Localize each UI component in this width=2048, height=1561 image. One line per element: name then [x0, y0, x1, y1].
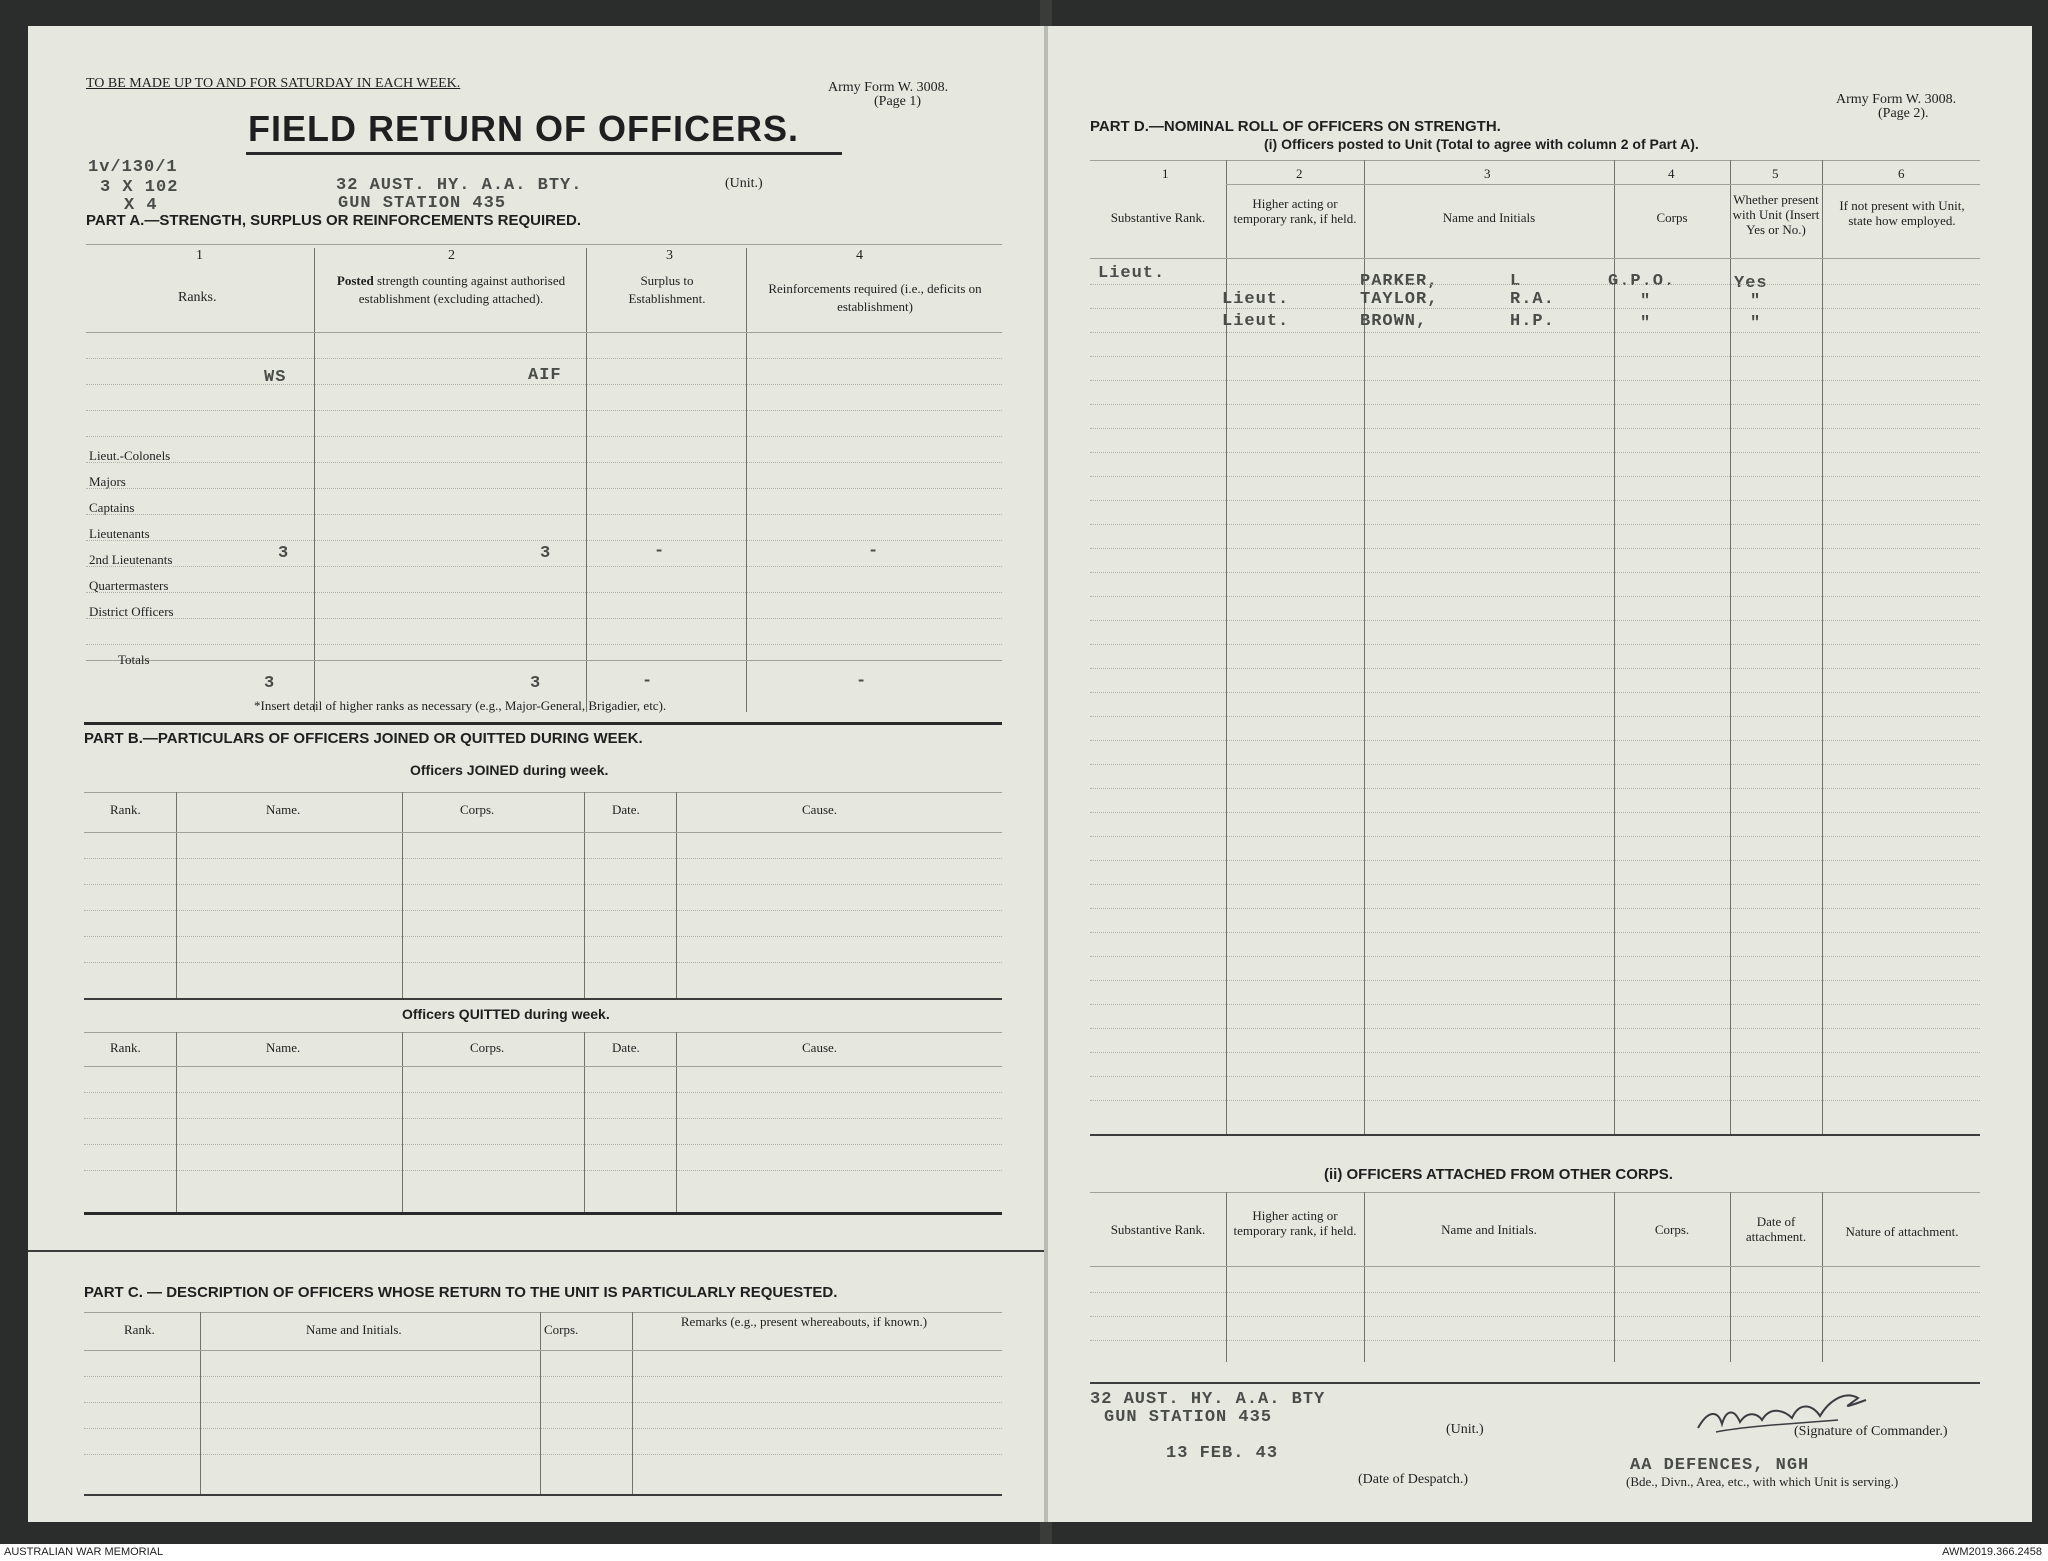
- joined-col-name: Name.: [266, 802, 301, 817]
- row2-initials: R.A.: [1510, 290, 1555, 309]
- dotted-rule: [86, 488, 1002, 489]
- reinforcements-header: Reinforcements required (i.e., deficits on establishment): [768, 281, 982, 314]
- dotted-rule: [1090, 356, 1980, 357]
- dotted-rule: [1090, 884, 1980, 885]
- totals-posted: 3: [530, 674, 542, 693]
- part-d-vline: [1614, 160, 1615, 1134]
- row3-acting: Lieut.: [1222, 312, 1290, 331]
- totals-rank: 3: [264, 674, 276, 693]
- second-lieut-surplus: -: [654, 542, 666, 561]
- rank-label: Lieutenants: [89, 526, 150, 541]
- attached-col-name: Name and Initials.: [1441, 1222, 1537, 1237]
- attached-vline: [1364, 1192, 1365, 1362]
- part-a-footnote: *Insert detail of higher ranks as necessary (e.g., Major-General, Brigadier, etc).: [254, 698, 667, 713]
- attached-col-corps: Corps.: [1654, 1222, 1690, 1237]
- dotted-rule: [1090, 428, 1980, 429]
- part-d-top-rule: [1090, 160, 1980, 161]
- dotted-rule: [1090, 452, 1980, 453]
- quitted-col-name: Name.: [266, 1040, 301, 1055]
- rank-label: Captains: [89, 500, 135, 515]
- footer-unit-label: (Unit.): [1446, 1422, 1484, 1437]
- second-lieut-posted: 3: [540, 544, 552, 563]
- part-a-vline-3: [746, 248, 747, 712]
- dotted-rule: [86, 462, 1002, 463]
- joined-col-date: Date.: [612, 802, 640, 817]
- part-d-col-name: Name and Initials: [1442, 210, 1536, 225]
- dotted-rule: [1090, 572, 1980, 573]
- part-d-bottom-rule: [1090, 1134, 1980, 1136]
- part-d-vline: [1730, 160, 1731, 1134]
- totals-rule: [86, 660, 1002, 661]
- typed-aif: AIF: [528, 366, 562, 385]
- fold-crease: [28, 1250, 1046, 1252]
- dotted-rule: [86, 410, 1002, 411]
- footer-unit-typed-2: GUN STATION 435: [1104, 1408, 1273, 1427]
- file-ref-3: X 4: [124, 196, 158, 215]
- spine-edge: [1044, 26, 1048, 1522]
- part-d-col-employed: If not present with Unit, state how employed.: [1839, 198, 1965, 228]
- part-c-vline: [540, 1312, 541, 1494]
- dotted-rule: [1090, 548, 1980, 549]
- part-a-heading: PART A.—STRENGTH, SURPLUS OR REINFORCEMENTS REQUIRED.: [86, 212, 582, 229]
- part-a-vline-1: [314, 248, 315, 712]
- attached-vline: [1822, 1192, 1823, 1362]
- part-d-col-present: Whether present with Unit (Insert Yes or No.): [1732, 192, 1820, 237]
- quitted-col-corps: Corps.: [470, 1040, 505, 1055]
- joined-header-top: [84, 792, 1002, 793]
- part-b-bottom-rule: [84, 1212, 1002, 1215]
- dotted-rule: [84, 910, 1002, 911]
- dotted-rule: [1090, 308, 1980, 309]
- joined-vline: [676, 792, 677, 998]
- row3-corps: ": [1640, 314, 1652, 333]
- quitted-vline: [676, 1032, 677, 1212]
- joined-vline: [176, 792, 177, 998]
- quitted-col-rank: Rank.: [110, 1040, 141, 1055]
- posted-header: [320, 272, 582, 308]
- form-page-1: [28, 26, 1046, 1522]
- part-a-header-rule: [86, 332, 1002, 333]
- dotted-rule: [1090, 1316, 1980, 1317]
- part-a-col-num-1: 1: [196, 248, 203, 263]
- joined-col-rank: Rank.: [110, 802, 141, 817]
- attached-header-top: [1090, 1192, 1980, 1193]
- dotted-rule: [1090, 980, 1980, 981]
- attached-vline: [1730, 1192, 1731, 1362]
- dotted-rule: [1090, 284, 1980, 285]
- attached-heading: (ii) OFFICERS ATTACHED FROM OTHER CORPS.: [1324, 1166, 1673, 1183]
- joined-vline: [402, 792, 403, 998]
- row2-acting: Lieut.: [1222, 290, 1290, 309]
- totals-label: Totals: [118, 652, 150, 667]
- part-c-col-rank: Rank.: [124, 1322, 155, 1337]
- rank-label: Lieut.-Colonels: [89, 448, 171, 463]
- part-c-vline: [632, 1312, 633, 1494]
- dotted-rule: [1090, 788, 1980, 789]
- archive-name: AUSTRALIAN WAR MEMORIAL: [4, 1546, 164, 1558]
- dotted-rule: [1090, 1076, 1980, 1077]
- signature-label: (Signature of Commander.): [1794, 1424, 1948, 1439]
- posted-header-rest: strength counting against authorised establishment (excluding attached).: [358, 273, 566, 306]
- part-a-top-rule: [86, 244, 1002, 245]
- archive-footer: [0, 1544, 2048, 1561]
- part-a-col-num-4: 4: [856, 248, 863, 263]
- rank-label: 2nd Lieutenants: [89, 552, 173, 567]
- unit-typed-1: 32 AUST. HY. A.A. BTY.: [336, 176, 583, 195]
- dotted-rule: [86, 566, 1002, 567]
- dotted-rule: [84, 1454, 1002, 1455]
- instruction-text: TO BE MADE UP TO AND FOR SATURDAY IN EACH WEEK.: [86, 76, 461, 91]
- dotted-rule: [1090, 716, 1980, 717]
- row1-present: Yes: [1734, 274, 1768, 293]
- dotted-rule: [1090, 500, 1980, 501]
- archive-reference: AWM2019.366.2458: [1942, 1546, 2042, 1558]
- file-ref-2: 3 X 102: [100, 178, 179, 197]
- part-d-header-bottom: [1090, 258, 1980, 259]
- rank-label: District Officers: [89, 604, 174, 619]
- joined-heading: Officers JOINED during week.: [410, 762, 609, 778]
- part-d-heading: PART D.—NOMINAL ROLL OF OFFICERS ON STRENGTH.: [1090, 118, 1501, 135]
- part-c-col-remarks: Remarks (e.g., present whereabouts, if known.): [680, 1314, 928, 1329]
- second-lieut-reinforcements: -: [868, 542, 880, 561]
- dotted-rule: [1090, 932, 1980, 933]
- quitted-col-cause: Cause.: [802, 1040, 838, 1055]
- form-number: Army Form W. 3008.: [828, 80, 949, 95]
- dotted-rule: [1090, 1100, 1980, 1101]
- part-d-subheading: (i) Officers posted to Unit (Total to agree with column 2 of Part A).: [1264, 136, 1699, 152]
- joined-header-bottom: [84, 832, 1002, 833]
- dotted-rule: [86, 436, 1002, 437]
- attached-col-substantive: Substantive Rank.: [1110, 1222, 1206, 1237]
- footer-area-typed: AA DEFENCES, NGH: [1630, 1456, 1810, 1475]
- ranks-header: Ranks.: [178, 290, 217, 305]
- joined-vline: [584, 792, 585, 998]
- part-d-col-acting: Higher acting or temporary rank, if held.: [1233, 196, 1357, 226]
- dotted-rule: [1090, 476, 1980, 477]
- row2-corps: ": [1640, 292, 1652, 311]
- dotted-rule: [1090, 524, 1980, 525]
- file-ref-1: 1v/130/1: [88, 158, 178, 177]
- row1-rank: Lieut.: [1098, 264, 1166, 283]
- part-d-col-num: 5: [1772, 166, 1779, 181]
- part-c-header-bottom: [84, 1350, 1002, 1351]
- posted-header-bold: Posted: [336, 273, 374, 288]
- dotted-rule: [1090, 692, 1980, 693]
- row3-present: ": [1750, 314, 1762, 333]
- quitted-header-top: [84, 1032, 1002, 1033]
- unit-label: (Unit.): [725, 176, 763, 191]
- part-d-col-num: 6: [1898, 166, 1905, 181]
- form-number-p2: Army Form W. 3008.: [1836, 92, 1957, 107]
- part-c-header-top: [84, 1312, 1002, 1313]
- dotted-rule: [1090, 764, 1980, 765]
- part-d-col-num: 1: [1162, 166, 1169, 181]
- row3-initials: H.P.: [1510, 312, 1555, 331]
- quitted-col-date: Date.: [612, 1040, 640, 1055]
- part-d-vline: [1822, 160, 1823, 1134]
- dotted-rule: [1090, 668, 1980, 669]
- dotted-rule: [1090, 332, 1980, 333]
- part-c-col-corps: Corps.: [544, 1322, 579, 1337]
- part-d-number-rule: [1226, 184, 1980, 185]
- dotted-rule: [86, 540, 1002, 541]
- dotted-rule: [1090, 644, 1980, 645]
- quitted-heading: Officers QUITTED during week.: [402, 1006, 610, 1022]
- footer-unit-typed-1: 32 AUST. HY. A.A. BTY: [1090, 1390, 1326, 1409]
- dotted-rule: [1090, 812, 1980, 813]
- part-d-col-num: 2: [1296, 166, 1303, 181]
- dotted-rule: [84, 1170, 1002, 1171]
- rank-label: Majors: [89, 474, 126, 489]
- row2-name: TAYLOR,: [1360, 290, 1439, 309]
- surplus-header: Surplus to Establishment.: [628, 273, 706, 306]
- dotted-rule: [1090, 956, 1980, 957]
- part-a-vline-2: [586, 248, 587, 712]
- dotted-rule: [86, 358, 1002, 359]
- part-c-col-name: Name and Initials.: [306, 1322, 402, 1337]
- part-a-col-num-2: 2: [448, 248, 455, 263]
- dotted-rule: [1090, 1052, 1980, 1053]
- dotted-rule: [86, 644, 1002, 645]
- quitted-header-bottom: [84, 1066, 1002, 1067]
- part-d-col-num: 3: [1484, 166, 1491, 181]
- title-underline: [246, 152, 842, 155]
- dotted-rule: [1090, 404, 1980, 405]
- attached-vline: [1614, 1192, 1615, 1362]
- part-a-col-num-3: 3: [666, 248, 673, 263]
- joined-col-corps: Corps.: [460, 802, 495, 817]
- rank-label: Quartermasters: [89, 578, 169, 593]
- joined-bottom-rule: [84, 998, 1002, 1000]
- dotted-rule: [84, 936, 1002, 937]
- dotted-rule: [86, 618, 1002, 619]
- part-b-heading: PART B.—PARTICULARS OF OFFICERS JOINED OR QUITTED DURING WEEK.: [84, 730, 643, 747]
- totals-surplus: -: [642, 672, 654, 691]
- quitted-vline: [402, 1032, 403, 1212]
- dotted-rule: [1090, 860, 1980, 861]
- joined-col-cause: Cause.: [802, 802, 838, 817]
- row1-corps: G.P.O.: [1608, 272, 1676, 291]
- row2-present: ": [1750, 292, 1762, 311]
- footer-area-label: (Bde., Divn., Area, etc., with which Unit is serving.): [1626, 1474, 1899, 1489]
- quitted-vline: [176, 1032, 177, 1212]
- part-d-col-corps: Corps: [1656, 210, 1688, 225]
- attached-col-acting: Higher acting or temporary rank, if held.: [1233, 1208, 1357, 1238]
- dotted-rule: [84, 1118, 1002, 1119]
- form-title: FIELD RETURN OF OFFICERS.: [248, 108, 799, 149]
- dotted-rule: [84, 858, 1002, 859]
- part-d-col-substantive: Substantive Rank.: [1110, 210, 1206, 225]
- page-label-p2: (Page 2).: [1878, 106, 1929, 121]
- dotted-rule: [1090, 1292, 1980, 1293]
- unit-typed-2: GUN STATION 435: [338, 194, 507, 213]
- attached-col-nature: Nature of attachment.: [1845, 1224, 1959, 1239]
- form-page-2: [1048, 26, 2032, 1522]
- second-lieut-count: 3: [278, 544, 290, 563]
- part-c-heading: PART C. — DESCRIPTION OF OFFICERS WHOSE RETURN TO THE UNIT IS PARTICULARLY REQUESTED.: [84, 1284, 838, 1301]
- dotted-rule: [1090, 1004, 1980, 1005]
- dotted-rule: [1090, 380, 1980, 381]
- totals-reinforcements: -: [856, 672, 868, 691]
- footer-date-label: (Date of Despatch.): [1358, 1472, 1469, 1487]
- dotted-rule: [86, 592, 1002, 593]
- dotted-rule: [84, 1428, 1002, 1429]
- dotted-rule: [84, 962, 1002, 963]
- dotted-rule: [1090, 740, 1980, 741]
- row1-initials: L: [1510, 272, 1522, 291]
- dotted-rule: [1090, 620, 1980, 621]
- dotted-rule: [1090, 1028, 1980, 1029]
- page-label: (Page 1): [874, 94, 922, 109]
- dotted-rule: [1090, 836, 1980, 837]
- quitted-vline: [584, 1032, 585, 1212]
- dotted-rule: [84, 1402, 1002, 1403]
- typed-ws: WS: [264, 368, 287, 387]
- part-c-vline: [200, 1312, 201, 1494]
- dotted-rule: [84, 1092, 1002, 1093]
- attached-vline: [1226, 1192, 1227, 1362]
- footer-date-typed: 13 FEB. 43: [1166, 1444, 1279, 1463]
- attached-header-bottom: [1090, 1266, 1980, 1267]
- dotted-rule: [1090, 596, 1980, 597]
- dotted-rule: [84, 1144, 1002, 1145]
- dotted-rule: [84, 1376, 1002, 1377]
- part-d-col-num: 4: [1668, 166, 1675, 181]
- row1-name: PARKER,: [1360, 272, 1439, 291]
- dotted-rule: [1090, 1340, 1980, 1341]
- dotted-rule: [84, 884, 1002, 885]
- attached-col-date: Date of attachment.: [1745, 1214, 1807, 1244]
- dotted-rule: [1090, 908, 1980, 909]
- row3-name: BROWN,: [1360, 312, 1428, 331]
- part-c-bottom-rule: [84, 1494, 1002, 1496]
- part-b-top-rule: [84, 722, 1002, 725]
- dotted-rule: [86, 514, 1002, 515]
